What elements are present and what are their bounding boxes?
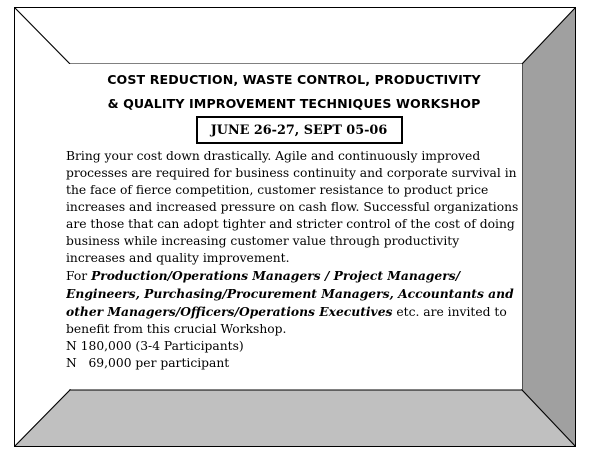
audience-paragraph bbox=[66, 267, 520, 338]
dates-box bbox=[196, 116, 403, 144]
content-panel bbox=[66, 64, 522, 389]
workshop-title bbox=[66, 64, 522, 116]
dates-text: JUNE 26-27, SEPT 05-06 bbox=[210, 122, 388, 138]
frame-right-bevel bbox=[522, 7, 576, 447]
price-group: N 180,000 (3-4 Participants) bbox=[66, 339, 244, 353]
title-line-1: COST REDUCTION, WASTE CONTROL, PRODUCTIVITY bbox=[107, 72, 481, 87]
frame-top-bevel bbox=[14, 7, 576, 64]
frame-bottom-bevel bbox=[14, 390, 576, 447]
title-line-2: & QUALITY IMPROVEMENT TECHNIQUES WORKSHOP bbox=[107, 96, 481, 111]
audience-roles: Production/Operations Managers / Project Managers/ Engineers, Purchasing/Procurement Managers, Accountants and other Managers/Officers/Operations Executives bbox=[66, 268, 514, 319]
frame-left-bevel bbox=[14, 7, 70, 447]
description-paragraph: Bring your cost down drastically. Agile and continuously improved processes are required for business continuity and corporate survival in the face of fierce competition, customer resistance to product price increases and increased pressure on cash flow. Successful organizations are those that can adopt tighter and stricter control of the cost of doing business while increasing customer value through productivity increases and quality improvement. bbox=[66, 149, 519, 265]
audience-prefix: For bbox=[66, 269, 92, 283]
description bbox=[66, 148, 522, 372]
price-individual: N 69,000 per participant bbox=[66, 356, 230, 370]
audience-suffix: etc. are invited to benefit from this crucial Workshop. bbox=[66, 305, 507, 336]
